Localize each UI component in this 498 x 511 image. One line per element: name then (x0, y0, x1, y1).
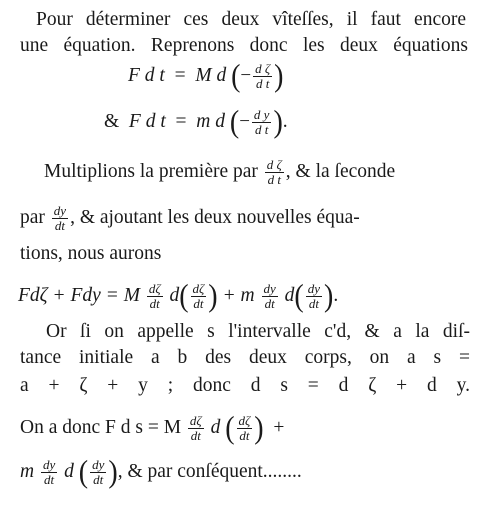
p3-l4-f1-den: dt (190, 428, 201, 443)
eq1-equals: = (174, 64, 186, 86)
p3-l4-f1-num: dζ (189, 413, 202, 428)
eq1-lhs: F d t (128, 64, 165, 86)
eq1-open-paren: ( (231, 58, 241, 94)
paragraph2-line1 (44, 158, 474, 187)
eq2-fraction (252, 108, 272, 137)
p2-l2-fraction (52, 204, 68, 233)
p3-l4-text-b: d (210, 416, 221, 438)
p2-l1-den: d t (267, 172, 281, 187)
eq3-f2-den: dt (193, 296, 204, 311)
paragraph1-line2: une équation. Reprenons donc les deux équations (20, 35, 468, 56)
p3-l4-plus: + (273, 416, 285, 438)
eq2-open-paren: ( (229, 104, 240, 140)
p3-l4-frac2 (237, 414, 253, 443)
p3-l5-frac2 (90, 458, 106, 487)
eq3-f4-num: dy (307, 281, 321, 296)
eq2-equals: = (175, 110, 187, 132)
paragraph3-line3: a + ζ + y ; donc d s = d ζ + d y. (20, 375, 470, 396)
eq3-term4: d (284, 284, 295, 306)
eq3-paren1-open: ( (179, 278, 189, 314)
p3-l4-text-a: On a donc F d s = M (20, 416, 182, 438)
equation-1: F d t = M d (− $\frac{\text{d ζ}}{\text{d t}}$ ) (128, 58, 284, 94)
eq2-lhs: F d t (128, 110, 166, 132)
paragraph3-line4 (20, 410, 480, 446)
eq3-frac2 (191, 282, 207, 311)
p2-l1-num: d ζ (266, 157, 282, 172)
p3-l5-f1-den: dt (44, 472, 55, 487)
equation-2: & F d t = m d (− $\frac{\text{d y}}{\text{d t}}$ ). (104, 104, 288, 140)
eq1-close-paren: ) (274, 58, 284, 94)
eq3-f3-den: dt (264, 296, 275, 311)
eq3-term2: d (169, 284, 180, 306)
eq3-period: . (333, 284, 339, 306)
eq3-term3: + m (222, 284, 255, 306)
eq3-f2-num: dζ (192, 281, 205, 296)
eq1-num: d ζ (255, 61, 271, 76)
eq2-num: d y (253, 107, 270, 122)
p3-l4-frac1 (188, 414, 204, 443)
eq3-paren1-close: ) (208, 278, 218, 314)
paragraph3-line5 (20, 454, 480, 490)
paragraph2-line2 (20, 204, 470, 233)
eq3-frac3 (262, 282, 278, 311)
p3-l5-text-b: d (64, 460, 74, 482)
paragraph3-line2: tance initiale a b des deux corps, on a s = (20, 347, 470, 368)
p2-l2-text-a: par (20, 206, 45, 228)
p3-l5-f1-num: dy (42, 457, 56, 472)
p2-l2-den: dt (54, 218, 65, 233)
eq3-paren2-open: ( (294, 278, 304, 314)
equation-3 (18, 278, 478, 314)
p3-l5-text-a: m (20, 460, 35, 482)
p3-l4-f2-num: dζ (238, 413, 251, 428)
p3-l5-paren-close: ) (108, 454, 118, 490)
eq3-paren2-close: ) (324, 278, 334, 314)
p3-l4-paren-close: ) (254, 410, 264, 446)
p3-l5-paren-open: ( (78, 454, 89, 490)
paragraph2-line3: tions, nous aurons (20, 243, 162, 264)
p2-l2-num: dy (53, 203, 67, 218)
eq1-coef: M d (195, 64, 227, 86)
eq3-frac4 (306, 282, 322, 311)
p2-l1-text-a: Multiplions la première par (44, 160, 258, 182)
eq2-close-paren: ) (273, 104, 283, 140)
eq3-f1-num: dζ (148, 281, 161, 296)
p2-l1-text-b: , & la ſeconde (285, 160, 396, 182)
eq1-den: d t (255, 76, 270, 91)
eq3-f3-num: dy (263, 281, 276, 296)
eq1-fraction (253, 62, 272, 91)
paragraph3-line1: Or ſi on appelle s l'intervalle c'd, & a la diſ- (46, 321, 470, 342)
p2-l2-text-b: , & ajoutant les deux nouvelles équa- (70, 206, 360, 228)
eq2-coef: m d (196, 110, 225, 132)
paragraph1-line1: Pour déterminer ces deux vîteſſes, il faut encore (36, 9, 466, 30)
eq3-frac1 (147, 282, 163, 311)
p3-l5-frac1 (41, 458, 57, 487)
p3-l5-f2-num: dy (92, 457, 105, 472)
p2-l1-fraction (265, 158, 284, 187)
p3-l4-paren-open: ( (225, 410, 235, 446)
eq2-ampersand: & (104, 110, 120, 132)
p3-l5-text-c: , & par conſéquent........ (117, 460, 302, 482)
eq2-den: d t (254, 122, 269, 137)
eq3-f1-den: dt (149, 296, 160, 311)
p3-l5-f2-den: dt (93, 472, 104, 487)
eq3-term1: Fdζ + Fdy = M (18, 284, 140, 306)
p3-l4-f2-den: dt (239, 428, 250, 443)
eq3-f4-den: dt (308, 296, 319, 311)
eq2-period: . (282, 110, 288, 132)
